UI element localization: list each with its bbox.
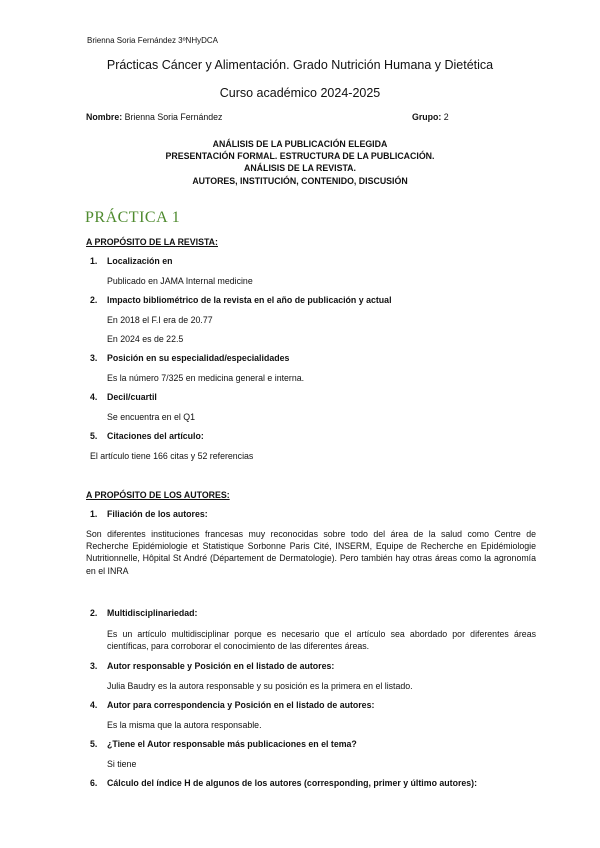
subtitle-line-2: PRESENTACIÓN FORMAL. ESTRUCTURA DE LA PUBLICACIÓN.: [165, 151, 435, 161]
header-author-line: Brienna Soria Fernández 3ºNHyDCA: [87, 36, 218, 45]
revista-item-4-answer: Se encuentra en el Q1: [107, 412, 196, 422]
autores-item-5-answer: Si tiene: [107, 759, 137, 769]
revista-item-3-question: Posición en su especialidad/especialidades: [107, 353, 290, 363]
revista-item-1-answer: Publicado en JAMA Internal medicine: [107, 276, 253, 286]
autores-item-1-answer: Son diferentes instituciones francesas muy reconocidas sobre todo del área de la salud como Centre de Recherche Epidémiologie et Statistique Sorbonne Paris Cité, INSERM, Equipe de Recherche en Epidémiologie Nutritionnelle, Hôpital St André (Département de Dermatologie). Pero también hay otras áreas como la agronomía en el INRA: [86, 529, 536, 576]
subtitle-line-1: ANÁLISIS DE LA PUBLICACIÓN ELEGIDA: [212, 139, 388, 149]
autores-item-2-question: Multidisciplinariedad:: [107, 608, 198, 618]
autores-item-1-question: Filiación de los autores:: [107, 509, 208, 519]
autores-item-4-answer: Es la misma que la autora responsable.: [107, 720, 262, 730]
revista-item-1-number: 1.: [90, 256, 98, 266]
autores-item-3-number: 3.: [90, 661, 98, 671]
autores-item-6-question: Cálculo del índice H de algunos de los autores (corresponding, primer y último autores):: [107, 778, 478, 788]
autores-item-3-answer: Julia Baudry es la autora responsable y su posición es la primera en el listado.: [107, 681, 413, 691]
group-value: 2: [443, 112, 449, 122]
autores-item-3-question: Autor responsable y Posición en el listado de autores:: [107, 661, 335, 671]
revista-item-2-number: 2.: [90, 295, 98, 305]
name-row: [86, 112, 222, 122]
autores-item-5-question: ¿Tiene el Autor responsable más publicaciones en el tema?: [107, 739, 357, 749]
autores-item-2-answer: Es un artículo multidisciplinar porque es necesario que el artículo sea abordado por diferentes áreas científicas, para corroborar el conocimiento de las diferentes áreas.: [107, 629, 536, 652]
revista-item-4-number: 4.: [90, 392, 98, 402]
academic-year: Curso académico 2024-2025: [219, 86, 381, 100]
subtitle-line-4: AUTORES, INSTITUCIÓN, CONTENIDO, DISCUSIÓN: [192, 176, 408, 186]
revista-item-2-question: Impacto bibliométrico de la revista en el año de publicación y actual: [107, 295, 392, 305]
section-heading-revista: A PROPÓSITO DE LA REVISTA:: [86, 237, 218, 247]
group-label: Grupo:: [412, 112, 442, 122]
name-label: Nombre:: [86, 112, 123, 122]
subtitle-line-3: ANÁLISIS DE LA REVISTA.: [244, 163, 356, 173]
revista-item-3-number: 3.: [90, 353, 98, 363]
autores-item-6-number: 6.: [90, 778, 98, 788]
autores-item-2-number: 2.: [90, 608, 98, 618]
autores-item-4-question: Autor para correspondencia y Posición en el listado de autores:: [107, 700, 375, 710]
document-title: Prácticas Cáncer y Alimentación. Grado Nutrición Humana y Dietética: [106, 58, 494, 72]
revista-item-2-answer-1: En 2018 el F.I era de 20.77: [107, 315, 213, 325]
revista-item-5-answer: El artículo tiene 166 citas y 52 referencias: [90, 451, 254, 461]
revista-item-5-number: 5.: [90, 431, 98, 441]
section-heading-autores: A PROPÓSITO DE LOS AUTORES:: [86, 490, 230, 500]
revista-item-1-question: Localización en: [107, 256, 173, 266]
revista-item-3-answer: Es la número 7/325 en medicina general e interna.: [107, 373, 305, 383]
name-value: Brienna Soria Fernández: [124, 112, 223, 122]
autores-item-4-number: 4.: [90, 700, 98, 710]
revista-item-2-answer-2: En 2024 es de 22.5: [107, 334, 184, 344]
revista-item-5-question: Citaciones del artículo:: [107, 431, 204, 441]
revista-item-4-question: Decil/cuartil: [107, 392, 157, 402]
autores-item-5-number: 5.: [90, 739, 98, 749]
group-row: [412, 112, 449, 122]
practica-heading: PRÁCTICA 1: [85, 209, 181, 226]
autores-item-1-number: 1.: [90, 509, 98, 519]
